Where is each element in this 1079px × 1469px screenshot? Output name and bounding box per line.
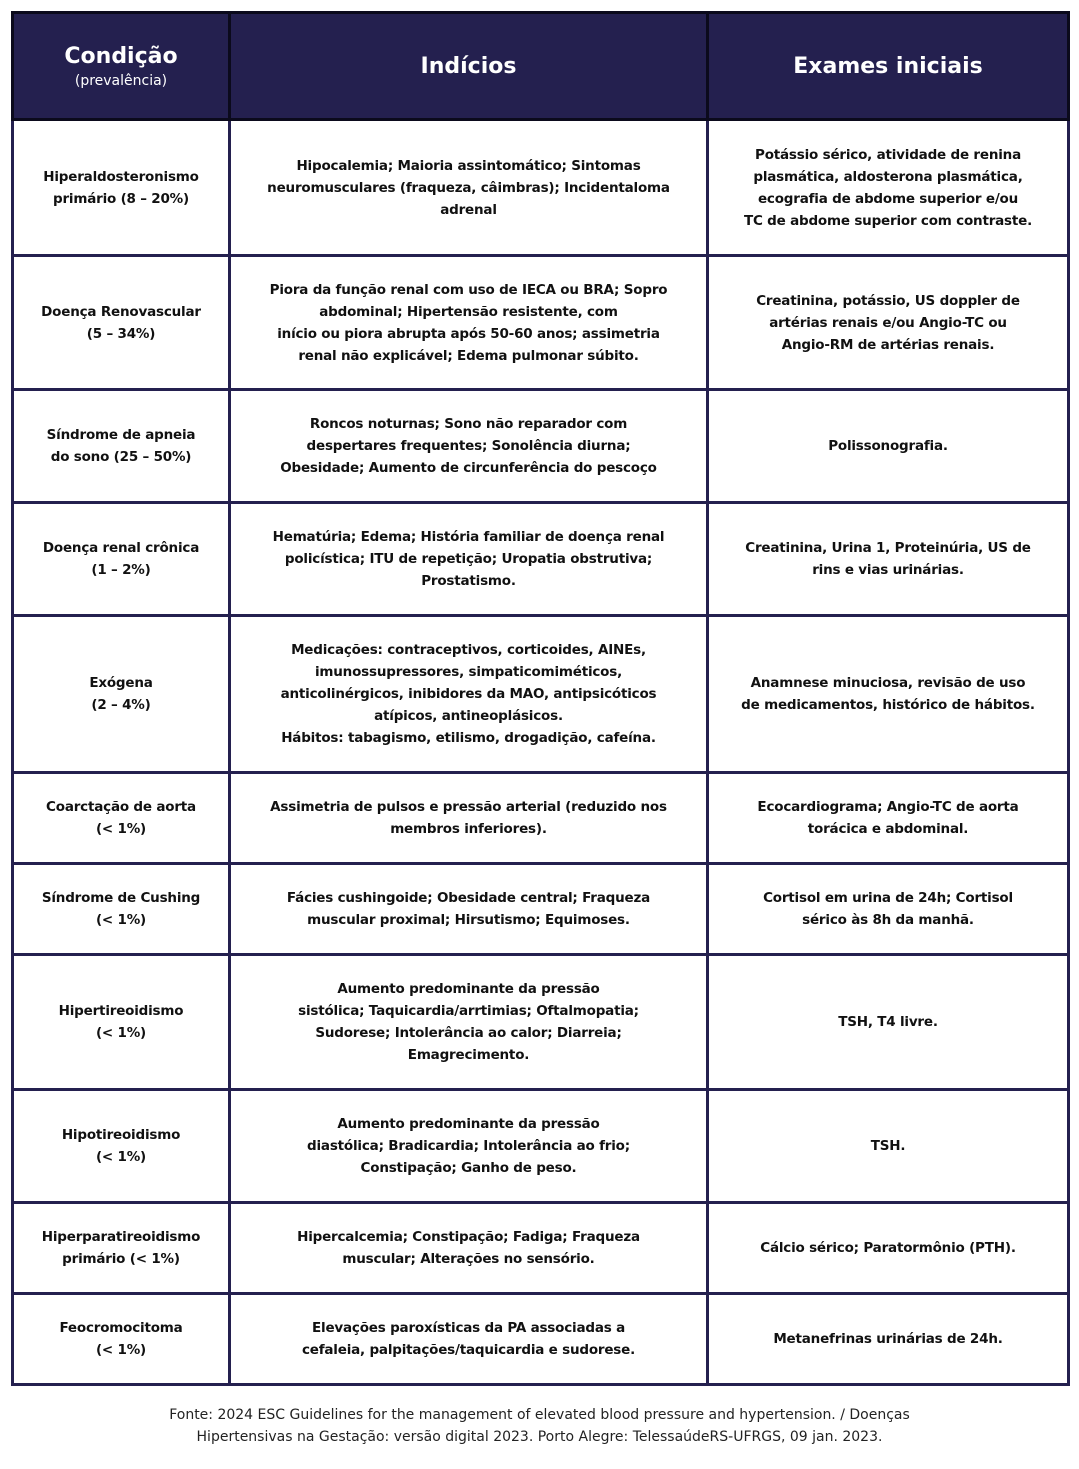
condition-cell: Hipertireoidismo (< 1%) — [13, 955, 230, 1090]
header-condition — [13, 13, 230, 120]
table-row — [13, 390, 1069, 503]
table-row — [13, 864, 1069, 955]
signs-cell: Assimetria de pulsos e pressão arterial (reduzido nos membros inferiores). — [230, 773, 708, 864]
exams-cell: Cálcio sérico; Paratormônio (PTH). — [708, 1203, 1069, 1294]
exams-cell: Metanefrinas urinárias de 24h. — [708, 1294, 1069, 1385]
condition-cell: Hipotireoidismo (< 1%) — [13, 1090, 230, 1203]
table-row — [13, 1203, 1069, 1294]
table-row — [13, 955, 1069, 1090]
exams-cell: TSH, T4 livre. — [708, 955, 1069, 1090]
exams-cell: Anamnese minuciosa, revisão de uso de medicamentos, histórico de hábitos. — [708, 616, 1069, 773]
signs-cell: Aumento predominante da pressão diastólica; Bradicardia; Intolerância ao frio; Constipação; Ganho de peso. — [230, 1090, 708, 1203]
header-signs: Indícios — [230, 13, 708, 120]
signs-cell: Hipercalcemia; Constipação; Fadiga; Fraqueza muscular; Alterações no sensório. — [230, 1203, 708, 1294]
condition-cell: Doença Renovascular (5 – 34%) — [13, 256, 230, 390]
signs-cell: Roncos noturnas; Sono não reparador com despertares frequentes; Sonolência diurna; Obesidade; Aumento de circunferência do pescoço — [230, 390, 708, 503]
secondary-hypertension-table — [11, 11, 1070, 1386]
table-row — [13, 1294, 1069, 1385]
header-row — [13, 13, 1069, 120]
table-body — [13, 120, 1069, 1385]
header-condition-label: Condição — [64, 43, 178, 69]
exams-cell: Polissonografia. — [708, 390, 1069, 503]
condition-cell: Síndrome de Cushing (< 1%) — [13, 864, 230, 955]
table-row — [13, 616, 1069, 773]
exams-cell: TSH. — [708, 1090, 1069, 1203]
table-row — [13, 773, 1069, 864]
signs-cell: Hipocalemia; Maioria assintomático; Sintomas neuromusculares (fraqueza, câimbras); Incidentaloma adrenal — [230, 120, 708, 256]
header-exams: Exames iniciais — [708, 13, 1069, 120]
condition-cell: Exógena (2 – 4%) — [13, 616, 230, 773]
signs-cell: Aumento predominante da pressão sistólica; Taquicardia/arrtimias; Oftalmopatia; Sudorese; Intolerância ao calor; Diarreia; Emagrecimento. — [230, 955, 708, 1090]
condition-cell: Síndrome de apneia do sono (25 – 50%) — [13, 390, 230, 503]
header-condition-sublabel: (prevalência) — [74, 72, 168, 89]
signs-cell: Medicações: contraceptivos, corticoides, AINEs, imunossupressores, simpaticomiméticos, anticolinérgicos, inibidores da MAO, antipsicóticos atípicos, antineoplásicos. Hábitos: tabagismo, etilismo, drogadição, cafeína. — [230, 616, 708, 773]
signs-cell: Fácies cushingoide; Obesidade central; Fraqueza muscular proximal; Hirsutismo; Equimoses. — [230, 864, 708, 955]
table-row — [13, 120, 1069, 256]
exams-cell: Ecocardiograma; Angio-TC de aorta torácica e abdominal. — [708, 773, 1069, 864]
condition-cell: Hiperaldosteronismo primário (8 – 20%) — [13, 120, 230, 256]
condition-cell: Hiperparatireoidismo primário (< 1%) — [13, 1203, 230, 1294]
table-row — [13, 503, 1069, 616]
table-row — [13, 1090, 1069, 1203]
source-footnote: Fonte: 2024 ESC Guidelines for the management of elevated blood pressure and hypertension. / Doenças Hipertensivas na Gestação: versão digital 2023. Porto Alegre: TelessaúdeRS-UFRGS, 09 jan. 2023. — [169, 1407, 910, 1445]
exams-cell: Cortisol em urina de 24h; Cortisol sérico às 8h da manhã. — [708, 864, 1069, 955]
table-header — [13, 13, 1069, 120]
signs-cell: Piora da função renal com uso de IECA ou BRA; Sopro abdominal; Hipertensão resistente, com início ou piora abrupta após 50-60 anos; assimetria renal não explicável; Edema pulmonar súbito. — [230, 256, 708, 390]
signs-cell: Hematúria; Edema; História familiar de doença renal policística; ITU de repetição; Uropatia obstrutiva; Prostatismo. — [230, 503, 708, 616]
table-row — [13, 256, 1069, 390]
exams-cell: Creatinina, Urina 1, Proteinúria, US de rins e vias urinárias. — [708, 503, 1069, 616]
exams-cell: Creatinina, potássio, US doppler de artérias renais e/ou Angio-TC ou Angio-RM de artérias renais. — [708, 256, 1069, 390]
condition-cell: Feocromocitoma (< 1%) — [13, 1294, 230, 1385]
condition-cell: Coarctação de aorta (< 1%) — [13, 773, 230, 864]
exams-cell: Potássio sérico, atividade de renina plasmática, aldosterona plasmática, ecografia de abdome superior e/ou TC de abdome superior com contraste. — [708, 120, 1069, 256]
condition-cell: Doença renal crônica (1 – 2%) — [13, 503, 230, 616]
signs-cell: Elevações paroxísticas da PA associadas a cefaleia, palpitações/taquicardia e sudorese. — [230, 1294, 708, 1385]
